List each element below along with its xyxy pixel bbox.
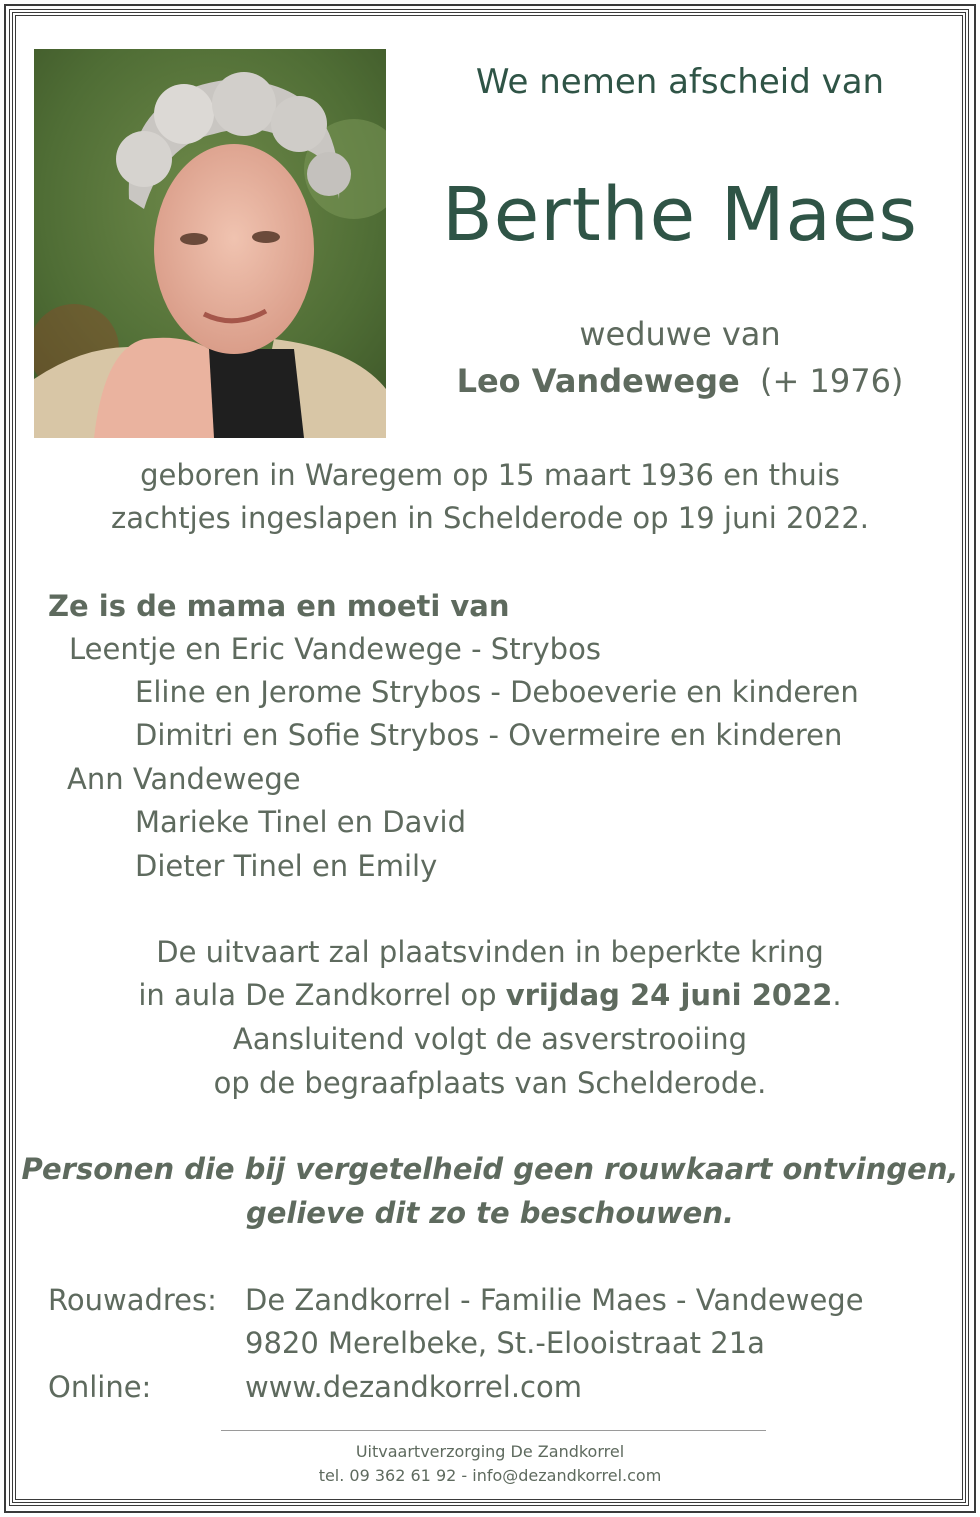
intro-text: We nemen afscheid van [475, 62, 885, 102]
family-heading: Ze is de mama en moeti van [48, 589, 510, 623]
birth-line-2: zachtjes ingeslapen in Schelderode op 19 juni 2022. [110, 501, 870, 535]
spouse-line [430, 362, 930, 400]
notice-line-2: gelieve dit zo te beschouwen. [245, 1196, 735, 1230]
funeral-location: in aula De Zandkorrel op [138, 978, 506, 1012]
footer-contact: tel. 09 362 61 92 - info@dezandkorrel.com [318, 1466, 662, 1485]
website-link[interactable]: www.dezandkorrel.com [245, 1370, 582, 1404]
funeral-line-3: Aansluitend volgt de asverstrooiing [232, 1022, 748, 1056]
notice-line-1: Personen die bij vergetelheid geen rouwkaart ontvingen, [21, 1152, 959, 1186]
address-line-2: 9820 Merelbeke, St.-Elooistraat 21a [245, 1326, 765, 1360]
spouse-death-year: (+ 1976) [760, 362, 904, 400]
online-label: Online: [48, 1370, 152, 1404]
footer-divider [221, 1430, 766, 1431]
spouse-name: Leo Vandewege [456, 362, 740, 400]
widow-of-text: weduwe van [579, 315, 781, 353]
family-line: Dimitri en Sofie Strybos - Overmeire en kinderen [135, 718, 843, 752]
birth-line-1: geboren in Waregem op 15 maart 1936 en thuis [140, 458, 840, 492]
deceased-name: Berthe Maes [442, 172, 918, 258]
family-line: Ann Vandewege [67, 762, 301, 796]
family-line: Marieke Tinel en David [135, 805, 466, 839]
family-line: Leentje en Eric Vandewege - Strybos [69, 632, 601, 666]
funeral-line-4: op de begraafplaats van Schelderode. [213, 1066, 767, 1100]
funeral-period: . [832, 978, 842, 1012]
address-line-1: De Zandkorrel - Familie Maes - Vandewege [245, 1283, 864, 1317]
family-line: Dieter Tinel en Emily [135, 849, 438, 883]
address-label: Rouwadres: [48, 1283, 217, 1317]
funeral-line-1: De uitvaart zal plaatsvinden in beperkte kring [156, 935, 824, 969]
footer-company: Uitvaartverzorging De Zandkorrel [355, 1442, 625, 1461]
funeral-date: vrijdag 24 juni 2022 [505, 978, 833, 1012]
funeral-line-2 [0, 978, 980, 1012]
family-line: Eline en Jerome Strybos - Deboeverie en kinderen [135, 675, 859, 709]
portrait-photo [34, 49, 386, 438]
